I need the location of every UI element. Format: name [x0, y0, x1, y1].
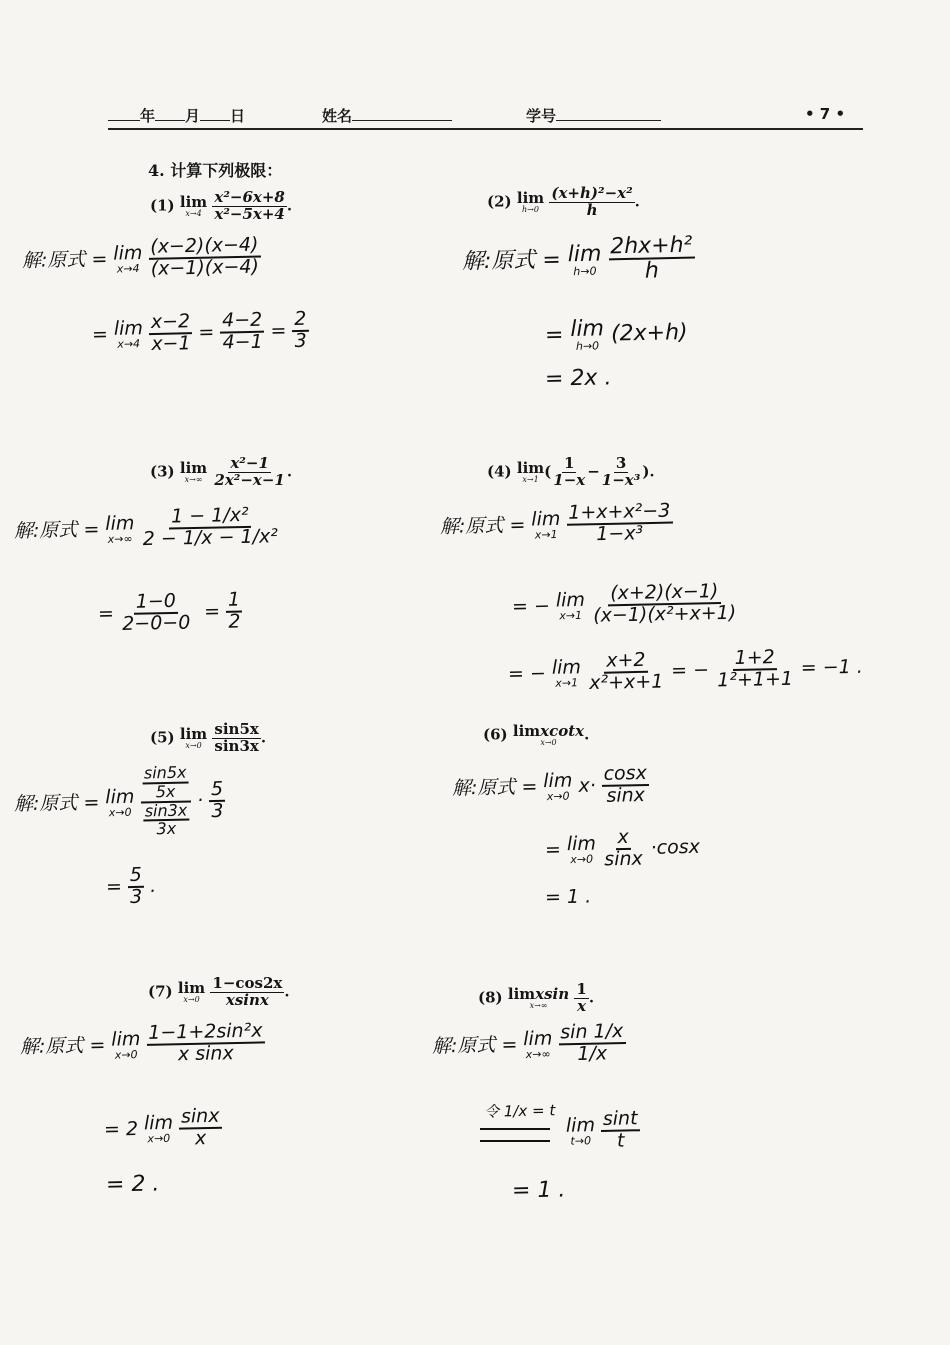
- problem-2: (2) lim h→0 $\frac{\text{(x+h)²−x²}}{h}$ .: [487, 184, 640, 219]
- problem-7: (7) lim x→0 $\frac{1-\cos 2x}{xsinx}$ .: [148, 974, 290, 1009]
- solution-8-step-2: lim t→0 $\frac{\sin t}{t}$: [566, 1109, 641, 1152]
- solution-4-step-2: = − lim x→1 $\frac{(x+2)(x-1)}{\text{(x−1)(x²+x+1)}}$: [511, 580, 737, 627]
- solution-5-step-1: 解:原式 = lim x→0 $\frac{\frac{\sin 5x}{5x}}{\frac{\sin 3x}{3x}}$ · $\frac{5}{3}$: [13, 762, 224, 839]
- solution-4-step-3: = − lim x→1 $\frac{x+2}{\text{x²+x+1}}$ = − $\frac{1+2}{\text{1²+1+1}}$ = −1 .: [507, 646, 864, 694]
- solution-2-step-1: 解:原式 = lim h→0 $\frac{\text{2hx+h²}}{h}$: [462, 234, 696, 287]
- solution-2-step-3: = 2x .: [544, 365, 612, 392]
- solution-6-step-3: = 1 .: [544, 885, 592, 909]
- problem-1: (1) lim x→4 $\frac{\text{x²−6x+8}}{\text{x²−5x+4}}$ .: [150, 188, 293, 223]
- solution-4-step-1: 解:原式 = lim x→1 $\frac{\text{1+x+x²−3}}{\text{1−x³}}$: [440, 502, 673, 549]
- double-equals-mark: [480, 1128, 550, 1142]
- problem-5: (5) lim x→0 $\frac{\sin 5x}{\sin 3x}$ .: [150, 720, 267, 755]
- solution-3-step-1: 解:原式 = lim x→∞ $\frac{\text{1 − 1/x²}}{\text{2 − 1/x − 1/x²}}$: [13, 503, 279, 551]
- header-rule: [108, 128, 863, 130]
- header-id-field: 学号: [526, 105, 661, 126]
- solution-5-step-2: = $\frac{5}{3}$ .: [105, 863, 157, 908]
- task-title: 4. 计算下列极限：: [148, 161, 283, 180]
- solution-6-step-2: = lim x→0 $\frac{x}{\sin x}$ ·cosx: [544, 825, 701, 871]
- problem-8: (8) limxsin x→∞ $\frac{1}{x}$ .: [478, 980, 595, 1015]
- substitution-note: 令 1/x = t: [483, 1101, 556, 1121]
- solution-1-step-1: 解:原式 = lim x→4 $\frac{(x-2)(x-4)}{(x-1)(x-4)}$: [21, 233, 260, 280]
- solution-1-step-2: = lim x→4 $\frac{x-2}{x-1}$ = $\frac{4-2}{4-1}$ = $\frac{2}{3}$: [91, 307, 307, 355]
- page-number: • 7 •: [805, 105, 846, 123]
- solution-7-step-1: 解:原式 = lim x→0 $\frac{\text{1−1+2sin²x}}{\text{x sinx}}$: [20, 1021, 266, 1068]
- solution-7-step-3: = 2 .: [105, 1171, 160, 1198]
- problem-4: (4) lim x→1 ( $\frac{1}{1-x}$ − $\frac{3}{\text{1−x³}}$ ).: [487, 454, 655, 489]
- header-year: 年 月 日: [108, 105, 245, 126]
- problem-6: (6) limxcotx x→0 .: [483, 722, 590, 747]
- problem-3: (3) lim x→∞ $\frac{\text{x²−1}}{\text{2x²−x−1}}$ .: [150, 454, 293, 489]
- solution-7-step-2: = 2 lim x→0 $\frac{\sin x}{x}$: [104, 1107, 223, 1151]
- header-name-field: 姓名: [322, 105, 452, 126]
- solution-8-step-1: 解:原式 = lim x→∞ $\frac{\sin 1/x}{1/x}$: [432, 1022, 626, 1068]
- solution-2-step-2: = lim h→0 (2x+h): [544, 316, 688, 353]
- solution-6-step-1: 解:原式 = lim x→0 x· $\frac{\cos x}{\sin x}$: [452, 764, 650, 810]
- solution-8-step-3: = 1 .: [511, 1177, 566, 1204]
- solution-3-step-2: = $\frac{1-0}{2-0-0}$ = $\frac{1}{2}$: [97, 588, 241, 635]
